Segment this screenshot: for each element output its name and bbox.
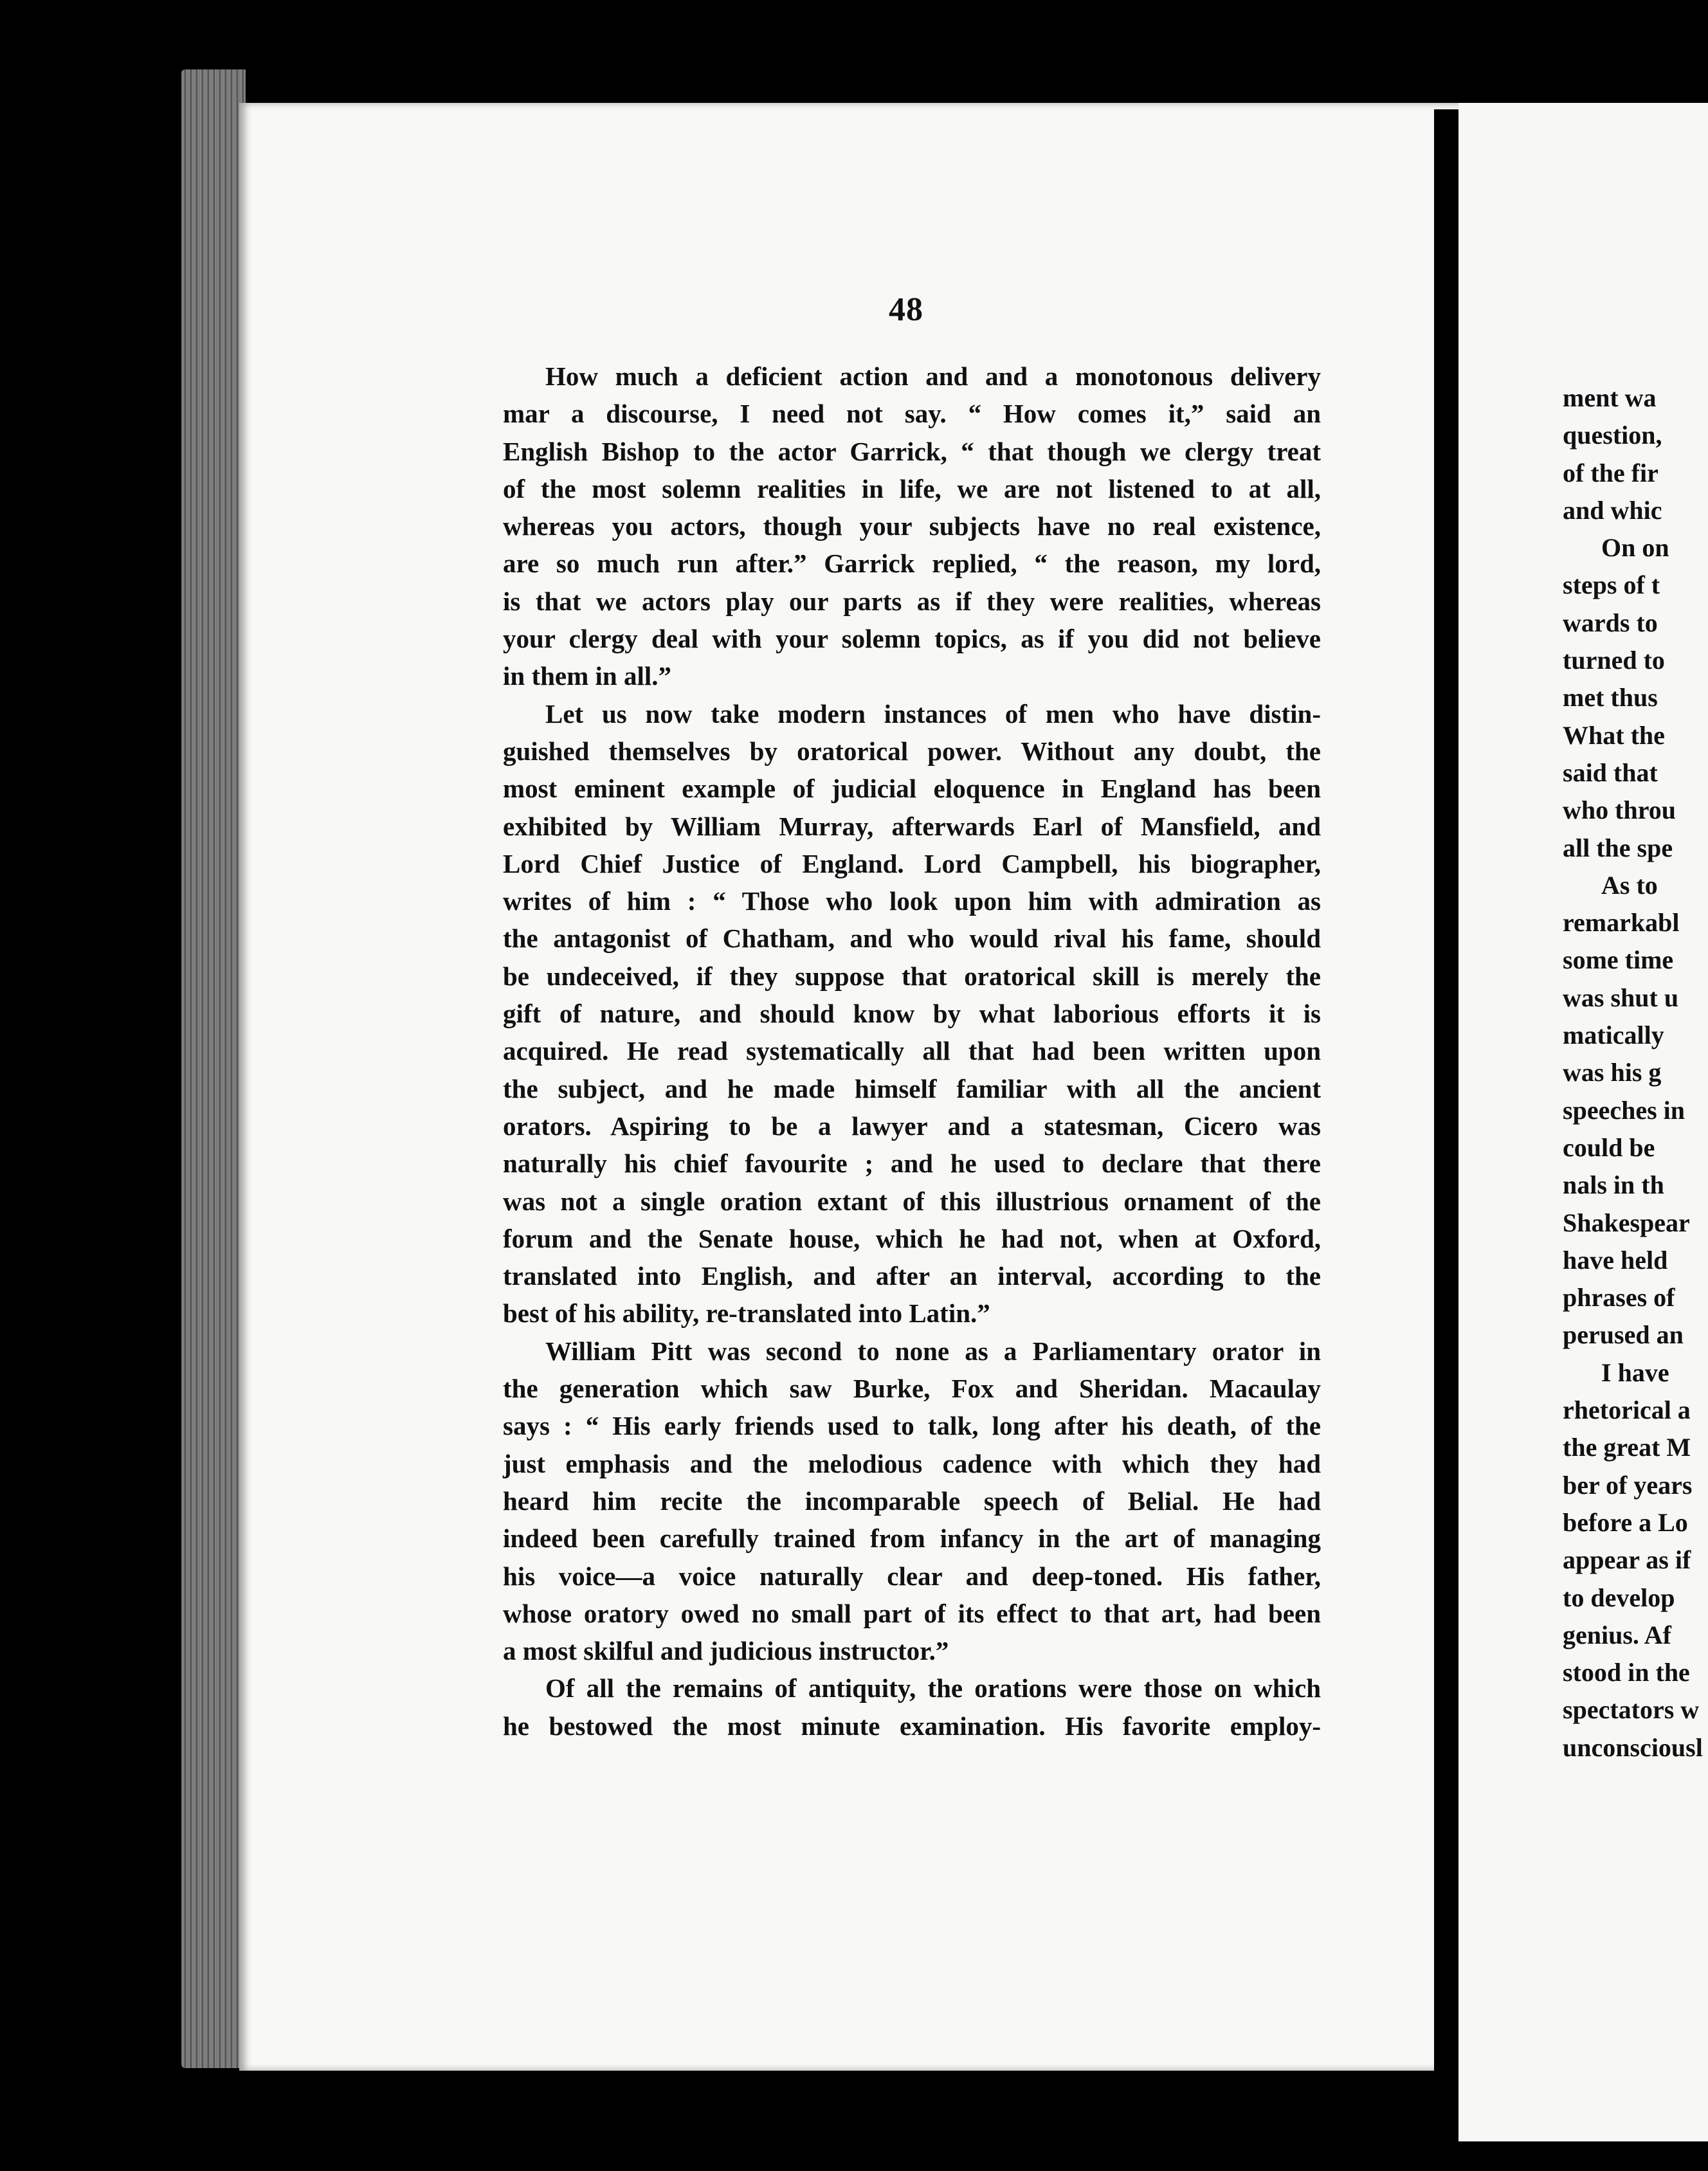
text-line: said that [1563,758,1658,787]
text-line: genius. Af [1563,1620,1671,1649]
text-line: your clergy deal with your solemn topics, as if you did not believe [503,624,1321,654]
text-line: orators. Aspiring to be a lawyer and a statesman, Cicero was [503,1111,1321,1141]
text-line: could be [1563,1132,1655,1162]
text-line: says : “ His early friends used to talk, long after his death, of the [503,1411,1321,1441]
text-line: of the fir [1563,458,1658,487]
text-line: remarkabl [1563,908,1680,938]
text-line: spectators w [1563,1695,1700,1725]
text-line: and whic [1563,495,1662,525]
text-line: writes of him : “ Those who look upon him with admiration as [503,886,1321,916]
text-line: the generation which saw Burke, Fox and Sheridan. Macaulay [503,1374,1321,1404]
text-line: Lord Chief Justice of England. Lord Campbell, his biographer, [503,848,1321,878]
left-page-text [503,358,1321,1745]
text-line: the great M [1563,1433,1691,1462]
text-line: a most skilful and judicious instructor.” [503,1636,949,1666]
text-line: appear as if [1563,1545,1691,1575]
text-line: phrases of [1563,1283,1675,1313]
text-line: nals in th [1563,1170,1664,1200]
page-number: 48 [889,291,923,328]
text-line: ment wa [1563,383,1657,412]
text-line: perused an [1563,1320,1684,1350]
text-line: are so much run after.” Garrick replied, “ the reason, my lord, [503,549,1321,579]
text-line: forum and the Senate house, which he had not, when at Oxford, [503,1223,1321,1253]
text-line: met thus [1563,683,1658,713]
text-line: translated into English, and after an interval, according to the [503,1261,1321,1291]
text-line: he bestowed the most minute examination. His favorite employ- [503,1711,1321,1741]
text-line: all the spe [1563,833,1673,862]
text-line: gift of nature, and should know by what laborious efforts it is [503,999,1321,1029]
text-line: ber of years [1563,1470,1693,1500]
text-line: guished themselves by oratorical power. Without any doubt, the [503,736,1321,766]
text-line: William Pitt was second to none as a Parliamentary orator in [545,1336,1321,1366]
text-line: Of all the remains of antiquity, the orations were those on which [545,1673,1321,1703]
text-line: naturally his chief favourite ; and he used to declare that there [503,1149,1321,1179]
text-line: How much a deficient action and and a monotonous delivery [545,361,1321,391]
text-line: On on [1601,533,1669,563]
text-line: his voice—a voice naturally clear and deep-toned. His father, [503,1561,1321,1591]
text-line: matically [1563,1021,1664,1050]
right-page-text [1563,379,1708,1767]
text-line: is that we actors play our parts as if they were realities, whereas [503,586,1321,616]
text-line: As to [1601,870,1658,900]
text-line: whose oratory owed no small part of its effect to that art, had been [503,1598,1321,1628]
text-line: speeches in [1563,1095,1685,1125]
text-line: question, [1563,421,1662,450]
text-line: whereas you actors, though your subjects have no real existence, [503,511,1321,541]
text-line: who throu [1563,795,1676,825]
book-page-edges [181,69,246,2068]
text-line: heard him recite the incomparable speech of Belial. He had [503,1485,1321,1516]
text-line: Let us now take modern instances of men who have distin- [545,698,1321,729]
text-line: to develop [1563,1583,1675,1612]
text-line: be undeceived, if they suppose that oratorical skill is merely the [503,961,1321,991]
book-gutter [1434,109,1458,2154]
text-line: I have [1601,1358,1669,1387]
text-line: best of his ability, re-translated into Latin.” [503,1298,990,1329]
text-line: of the most solemn realities in life, we are not listened to at all, [503,473,1321,504]
text-line: rhetorical a [1563,1395,1691,1425]
text-line: What the [1563,720,1665,750]
text-line: the subject, and he made himself familiar with all the ancient [503,1073,1321,1104]
text-line: exhibited by William Murray, afterwards Earl of Mansfield, and [503,811,1321,841]
text-line: some time [1563,945,1674,975]
text-line: was shut u [1563,983,1679,1012]
text-line: most eminent example of judicial eloquence in England has been [503,774,1321,804]
text-line: acquired. He read systematically all that had been written upon [503,1036,1321,1066]
text-line: mar a discourse, I need not say. “ How comes it,” said an [503,399,1321,429]
text-line: in them in all.” [503,661,671,691]
text-line: English Bishop to the actor Garrick, “ that though we clergy treat [503,436,1321,466]
text-line: wards to [1563,608,1658,637]
text-line: the antagonist of Chatham, and who would rival his fame, should [503,923,1321,954]
text-line: have held [1563,1245,1668,1275]
text-line: stood in the [1563,1658,1690,1687]
text-line: unconsciousl [1563,1732,1703,1762]
text-line: before a Lo [1563,1507,1688,1537]
text-line: steps of t [1563,570,1660,600]
text-line: was his g [1563,1058,1662,1087]
text-line: turned to [1563,646,1665,675]
text-line: indeed been carefully trained from infancy in the art of managing [503,1523,1321,1554]
text-line: Shakespear [1563,1208,1690,1237]
text-line: just emphasis and the melodious cadence with which they had [503,1448,1321,1478]
text-line: was not a single oration extant of this illustrious ornament of the [503,1186,1321,1216]
